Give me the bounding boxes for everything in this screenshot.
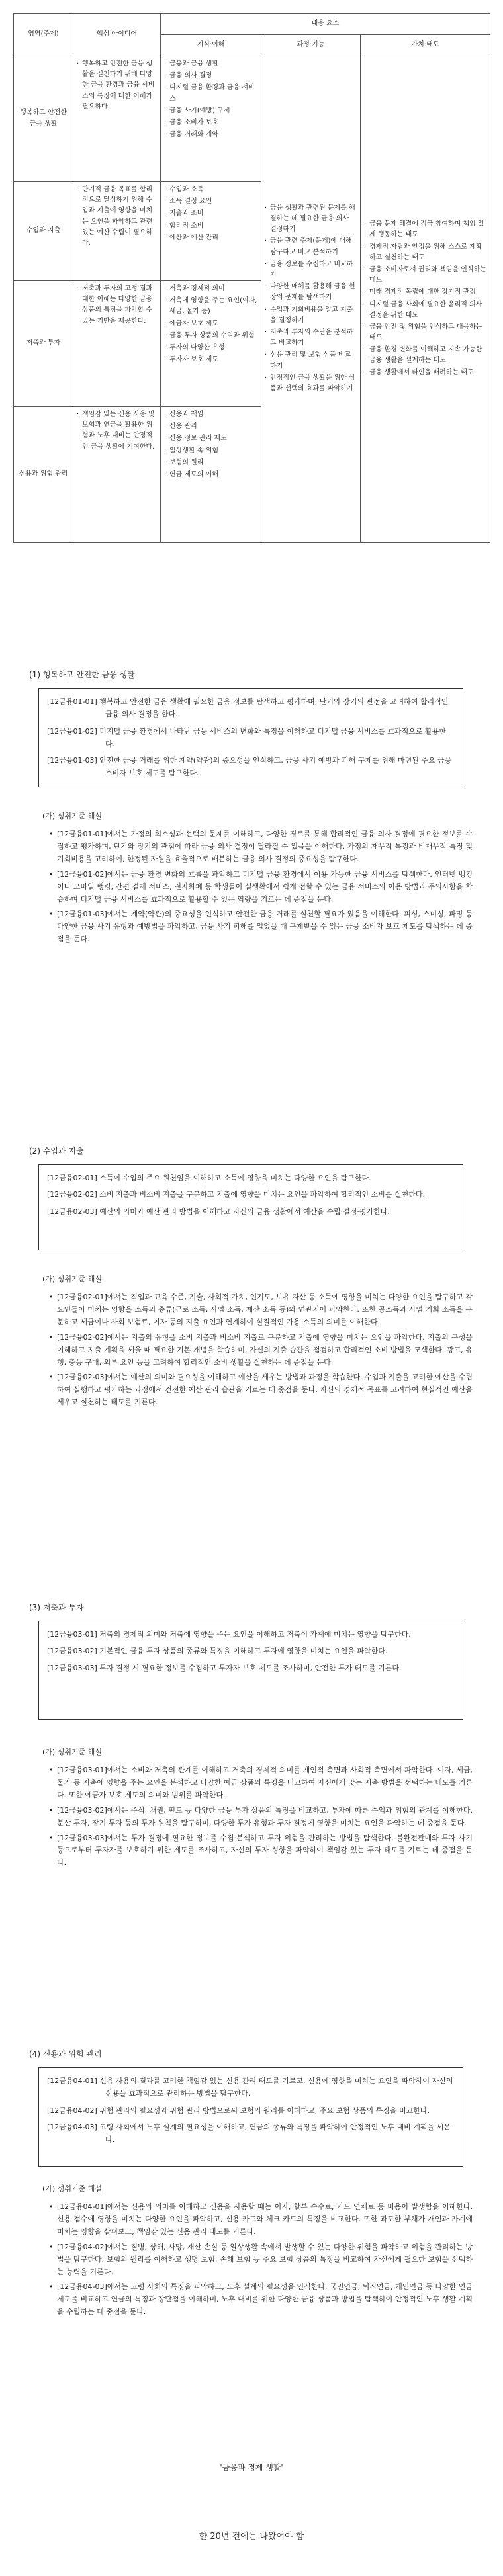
area-cell: 행복하고 안전한 금융 생활 <box>14 56 73 182</box>
knowledge-item: · 투자자 보호 제도 <box>164 355 257 365</box>
knowledge-cell <box>161 281 261 407</box>
idea-item: · 저축과 투자의 고정 결과 대한 이해는 다양한 금융 상품의 특징을 파악할 수 있는 기반을 제공한다. <box>77 284 157 327</box>
ideas-cell <box>73 56 161 182</box>
process-item: · 다양한 매체를 활용해 금융 현장의 문제를 탐색하기 <box>265 282 357 303</box>
explanation-list <box>49 1291 473 1412</box>
standard-code: [12금융01-03] <box>47 756 97 765</box>
value-item: · 금융 생활에서 타인을 배려하는 태도 <box>364 368 486 378</box>
knowledge-item: · 연금 제도의 이해 <box>164 470 257 480</box>
value-item: · 미래 경제적 독립에 대한 장기적 관점 <box>364 287 486 298</box>
explanation-title: (가) 성취기준 해설 <box>42 2184 102 2193</box>
value-item: · 금융 소비자로서 권리와 책임을 인식하는 태도 <box>364 265 486 286</box>
value-item: · 디지털 금융 사회에 필요한 윤리적 의사 결정을 위한 태도 <box>364 300 486 321</box>
section-title: (4) 신용과 위험 관리 <box>29 2049 102 2059</box>
knowledge-item: · 신용 관리 <box>164 421 257 432</box>
standard-text: 소득이 수입의 주요 원천임을 이해하고 소득에 영향을 미치는 다양한 요인을 탐구한다. <box>99 1174 371 1182</box>
standard <box>47 725 455 751</box>
process-item: · 금융 생활과 관련된 문제를 해결하는 데 필요한 금융 의사 결정하기 <box>265 203 357 236</box>
knowledge-cell <box>161 182 261 281</box>
explanation-item: • [12금융04-01]에서는 신용의 의미를 이해하고 신용을 사용할 때는 이자, 할부 수수료, 카드 연체료 등 비용이 발생함을 이해한다. 신용 점수에 영향을 미치는 다양한 요인을 파악하고, 신용 카드와 체크 카드의 특징을 비교한다. 또한 과도한 부채가 개인과 가계에 미치는 영향을 살펴보고, 책임감 있는 신용 관리 태도를 기른다. <box>49 2201 473 2239</box>
ideas-cell <box>73 182 161 281</box>
explanation-item: • [12금융01-03]에서는 계약(약관)의 중요성을 인식하고 안전한 금융 거래를 실천할 필요가 있음을 이해한다. 피싱, 스미싱, 파밍 등 다양한 금융 사기 유형과 예방법을 파악하고, 금융 사기 피해를 입었을 때 구제받을 수 있는 금융 소비자 보호 제도를 탐색하는 데 중점을 둔다. <box>49 908 473 946</box>
standard <box>47 754 455 780</box>
explanation-list <box>49 1764 473 1872</box>
standards-box <box>38 2067 463 2167</box>
knowledge-item: · 신용 정보 관리 제도 <box>164 433 257 444</box>
explanation-item: • [12금융04-03]에서는 고령 사회의 특징을 파악하고, 노후 설계의 필요성을 인식한다. 국민연금, 퇴직연금, 개인연금 등 다양한 연금 제도를 비교하고 연금의 특징과 장단점을 이해하며, 노후 대비를 위한 다양한 금융 상품과 방법을 탐색하여 안정적인 노후 생활 계획을 수립하는 데 중점을 둔다. <box>49 2281 473 2319</box>
standard-code: [12금융03-02] <box>47 1647 97 1656</box>
standard-text: 행복하고 안전한 금융 생활에 필요한 금융 정보를 탐색하고 평가하며, 단기와 장기의 관점을 고려하여 합리적인 금융 의사 결정을 한다. <box>99 697 449 719</box>
process-item: · 안정적인 금융 생활을 위한 상품과 선택의 효과를 파악하기 <box>265 373 357 394</box>
value-item: · 경제적 자립과 안정을 위해 스스로 계획하고 실천하는 태도 <box>364 242 486 263</box>
knowledge-item: · 저축에 영향을 주는 요인(이자, 세금, 물가 등) <box>164 296 257 317</box>
process-item: · 저축과 투자의 수단을 분석하고 비교하기 <box>265 327 357 349</box>
knowledge-cell <box>161 56 261 182</box>
standard <box>47 1205 455 1218</box>
standard-text: 디지털 금융 환경에서 나타난 금융 서비스의 변화와 특징을 이해하고 디지털 금융 서비스를 효과적으로 활용한다. <box>99 726 446 748</box>
value-item: · 금융 환경 변화를 이해하고 지속 가능한 금융 생활을 설계하는 태도 <box>364 345 486 366</box>
explanation-list <box>49 2201 473 2321</box>
knowledge-item: · 투자의 다양한 유형 <box>164 343 257 353</box>
header-value: 가치·태도 <box>361 35 490 56</box>
explanation-item: • [12금융01-02]에서는 금융 환경 변화의 흐름을 파악하고 디지털 금융 환경에서 이용 가능한 금융 서비스를 탐색한다. 인터넷 뱅킹이나 모바일 뱅킹, 간편 결제 서비스, 전자화폐 등 학생들이 실생활에서 쉽게 접할 수 있는 금융 서비스의 이용 방법과 주의사항을 학습하며 디지털 금융 서비스를 효과적으로 활용할 수 있는 역량을 기르는 데 중점을 둔다. <box>49 869 473 906</box>
process-item: · 금융 관련 주제(문제)에 대해 탐구하고 비교 분석하기 <box>265 236 357 257</box>
explanation-item: • [12금융03-02]에서는 주식, 채권, 펀드 등 다양한 금융 투자 상품의 특징을 비교하고, 투자에 따른 수익과 위험의 관계를 이해한다. 분산 투자, 장기 투자 등의 투자 원칙을 탐구하며, 다양한 투자 유형과 투자 결정에 영향을 미치는 요인을 파악하는 데 중점을 둔다. <box>49 1805 473 1830</box>
process-item: · 금융 정보를 수집하고 비교하기 <box>265 259 357 280</box>
area-cell: 저축과 투자 <box>14 281 73 407</box>
standards-box <box>38 1164 463 1250</box>
knowledge-item: · 일상생활 속 위험 <box>164 446 257 456</box>
value-item: · 금융 문제 해결에 적극 참여하며 책임 있게 행동하는 태도 <box>364 219 486 240</box>
knowledge-item: · 금융 거래와 계약 <box>164 130 257 140</box>
content-table <box>13 13 490 543</box>
knowledge-item: · 금융과 금융 생활 <box>164 59 257 69</box>
standard-text: 안전한 금융 거래를 위한 계약(약관)의 중요성을 인식하고, 금융 사기 예방과 피해 구제를 위해 마련된 주요 금융 소비자 보호 제도를 탐구한다. <box>99 756 452 778</box>
knowledge-item: · 소득 결정 요인 <box>164 196 257 207</box>
standards-box <box>38 1621 463 1720</box>
area-cell: 수입과 지출 <box>14 182 73 281</box>
ideas-cell <box>73 281 161 407</box>
standard-code: [12금융03-03] <box>47 1663 97 1672</box>
ideas-cell <box>73 407 161 543</box>
knowledge-item: · 금융 소비자 보호 <box>164 118 257 128</box>
idea-item: · 행복하고 안전한 금융 생활을 실천하기 위해 다양한 금융 환경과 금융 서비스의 특징에 대한 이해가 필요하다. <box>77 59 157 112</box>
knowledge-item: · 디지털 금융 환경과 금융 서비스 <box>164 83 257 104</box>
standard <box>47 1188 455 1201</box>
idea-item: · 책임감 있는 신용 사용 및 보험과 연금을 활용한 위험과 노후 대비는 안정적인 금융 생활에 기여한다. <box>77 409 157 452</box>
value-cell <box>361 56 490 543</box>
knowledge-item: · 금융 의사 결정 <box>164 71 257 81</box>
explanation-item: • [12금융01-01]에서는 가정의 희소성과 선택의 문제를 이해하고, 다양한 경로를 통해 합리적인 금융 의사 결정에 필요한 정보를 수집하고 평가하며, 단기와 장기의 관점에 따라 금융 의사 결정이 달라질 수 있음을 이해한다. 가정의 재무적 특징과 비재무적 특징 및 기회비용을 고려하여, 한정된 자원을 효율적으로 배분하는 금융 의사 결정의 중요성을 탐구한다. <box>49 828 473 866</box>
knowledge-item: · 금융 투자 상품의 수익과 위험 <box>164 331 257 341</box>
standard-code: [12금융01-01] <box>47 697 97 706</box>
idea-item: · 단기적 금융 목표를 합리적으로 달성하기 위해 수입과 지출에 영향을 미치는 요인을 파악하고 관련 있는 예산 수립이 필요하다. <box>77 185 157 249</box>
standard-text: 고령 사회에서 노후 설계의 필요성을 이해하고, 연금의 종류와 특징을 파악하여 안정적인 노후 대비 계획을 세운다. <box>99 2122 451 2144</box>
explanation-item: • [12금융03-03]에서는 투자 결정에 필요한 정보를 수집·분석하고 투자 위험을 관리하는 방법을 탐색한다. 불완전판매와 투자 사기 등으로부터 투자자를 보호하기 위한 제도를 조사하고, 자신의 투자 성향을 파악하여 책임감 있는 투자 태도를 기르는 데 중점을 둔다. <box>49 1832 473 1870</box>
explanation-title: (가) 성취기준 해설 <box>42 1748 102 1756</box>
knowledge-item: · 보험의 원리 <box>164 458 257 468</box>
standard-text: 신용 사용의 결과를 고려한 책임감 있는 신용 관리 태도를 기르고, 신용에 영향을 미치는 요인을 파악하여 자신의 신용을 효과적으로 관리하는 방법을 탐구한다. <box>99 2077 453 2098</box>
knowledge-item: · 수입과 소득 <box>164 185 257 195</box>
explanation-item: • [12금융02-03]에서는 예산의 의미와 필요성을 이해하고 예산을 세우는 방법과 과정을 학습한다. 수입과 지출을 고려한 예산을 수립하여 실행하고 평가하는 과정에서 건전한 예산 관리 습관을 기르는 데 중점을 둔다. 자신의 경제적 목표를 고려하여 현실적인 예산을 세우고 실천하는 태도를 기른다. <box>49 1371 473 1409</box>
process-cell <box>261 56 361 543</box>
explanation-item: • [12금융02-01]에서는 직업과 교육 수준, 기술, 사회적 가치, 인지도, 보유 자산 등 소득에 영향을 미치는 다양한 요인을 탐구하고 각 요인들이 미치는 영향을 소득의 종류(근로 소득, 사업 소득, 재산 소득 등)와 연관지어 파악한다. 또한 공소득과 사업 기회 소득을 구분하고 세금이나 사회 보험료, 이자 등의 지출 요인과 연계하여 실질적인 가용 소득의 의미를 이해한다. <box>49 1291 473 1329</box>
header-knowledge: 지식·이해 <box>161 35 261 56</box>
standard <box>47 1662 455 1674</box>
standard-code: [12금융04-01] <box>47 2077 97 2085</box>
knowledge-item: · 저축과 경제적 의미 <box>164 284 257 294</box>
knowledge-item: · 합리적 소비 <box>164 221 257 232</box>
knowledge-item: · 예금자 보호 제도 <box>164 319 257 329</box>
standard <box>47 2075 455 2100</box>
process-item: · 수입과 기회비용을 알고 지출을 결정하기 <box>265 305 357 326</box>
knowledge-item: · 금융 사기(예방)·구제 <box>164 106 257 116</box>
section-title: (3) 저축과 투자 <box>29 1603 84 1612</box>
standard-code: [12금융02-01] <box>47 1174 97 1182</box>
explanation-item: • [12금융03-01]에서는 소비와 저축의 관계를 이해하고 저축의 경제적 의미를 개인적 측면과 사회적 측면에서 파악한다. 이자, 세금, 물가 등 저축에 영향을 주는 요인을 분석하고 다양한 예금 상품의 특징을 비교하여 자신에게 맞는 저축 방법을 선택하는 태도를 기른다. 또한 예금자 보호 제도의 의미와 범위를 파악한다. <box>49 1764 473 1802</box>
standard-text: 기본적인 금융 투자 상품의 종류와 특징을 이해하고 투자에 영향을 미치는 요인을 파악한다. <box>99 1647 388 1656</box>
standard-code: [12금융04-02] <box>47 2106 97 2115</box>
standard-code: [12금융02-02] <box>47 1190 97 1199</box>
standard-text: 위험 관리의 필요성과 위험 관리 방법으로써 보험의 원리를 이해하고, 주요 보험 상품의 특징을 비교한다. <box>99 2106 430 2115</box>
standard-code: [12금융01-02] <box>47 726 97 736</box>
standard-text: 저축의 경제적 의미와 저축에 영향을 주는 요인을 이해하고 저축이 가계에 미치는 영향을 탐구한다. <box>99 1630 411 1639</box>
value-item: · 금융 안전 및 위험을 인식하고 대응하는 태도 <box>364 322 486 343</box>
section-title: (2) 수입과 지출 <box>29 1146 84 1156</box>
comment-caption: 한 20년 전에는 나왔어야 함 <box>199 2532 304 2542</box>
explanation-item: • [12금융02-02]에서는 지출의 유형을 소비 지출과 비소비 지출로 구분하고 지출에 영향을 미치는 요인을 파악한다. 지출의 구성을 이해하고 지출 계획을 세울 때 필요한 기본 개념을 학습하며, 자신의 지출 습관을 점검하고 합리적인 소비 방법을 모색한다. 광고, 유행, 충동 구매, 외부 요인 등을 고려하여 합리적인 소비 생활을 실천하는 데 중점을 둔다. <box>49 1332 473 1369</box>
standard <box>47 695 455 721</box>
standard <box>47 2121 455 2147</box>
standard-code: [12금융02-03] <box>47 1207 97 1216</box>
standard-text: 투자 결정 시 필요한 정보를 수집하고 투자자 보호 제도를 조사하며, 안전한 투자 태도를 기른다. <box>99 1663 402 1672</box>
standard-text: 예산의 의미와 예산 관리 방법을 이해하고 자신의 금융 생활에서 예산을 수립·결정·평가한다. <box>99 1207 390 1216</box>
header-core-ideas: 핵심 아이디어 <box>73 14 161 56</box>
knowledge-item: · 신용과 책임 <box>164 409 257 420</box>
header-content-elements: 내용 요소 <box>161 14 490 35</box>
standard <box>47 1628 455 1641</box>
section-title: (1) 행복하고 안전한 금융 생활 <box>29 670 135 679</box>
knowledge-item: · 지출과 소비 <box>164 208 257 219</box>
knowledge-cell <box>161 407 261 543</box>
standard-text: 소비 지출과 비소비 지출을 구분하고 지출에 영향을 미치는 요인을 파악하여 합리적인 소비를 실천한다. <box>99 1190 426 1199</box>
area-cell: 신용과 위험 관리 <box>14 407 73 543</box>
explanation-list <box>49 828 473 949</box>
standards-box <box>38 688 463 787</box>
standard <box>47 1172 455 1184</box>
explanation-title: (가) 성취기준 해설 <box>42 812 102 820</box>
figure-caption: '금융과 경제 생활' <box>220 2463 283 2472</box>
process-item: · 신용 관리 및 보험 상품 비교하기 <box>265 350 357 371</box>
standard-code: [12금융03-01] <box>47 1630 97 1639</box>
header-area: 영역(주제) <box>14 14 73 56</box>
standard <box>47 1645 455 1657</box>
explanation-title: (가) 성취기준 해설 <box>42 1275 102 1283</box>
header-process: 과정·기능 <box>261 35 361 56</box>
explanation-item: • [12금융04-02]에서는 질병, 상해, 사망, 재산 손실 등 일상생활 속에서 발생할 수 있는 다양한 위험을 파악하고 위험을 관리하는 방법을 탐구한다. 보험의 원리를 이해하고 생명 보험, 손해 보험 등 주요 보험 상품의 특징을 비교하여 자신에게 필요한 보험을 선택하는 능력을 기른다. <box>49 2241 473 2279</box>
standard <box>47 2104 455 2117</box>
standard-code: [12금융04-03] <box>47 2122 97 2131</box>
knowledge-item: · 예산과 예산 관리 <box>164 233 257 243</box>
